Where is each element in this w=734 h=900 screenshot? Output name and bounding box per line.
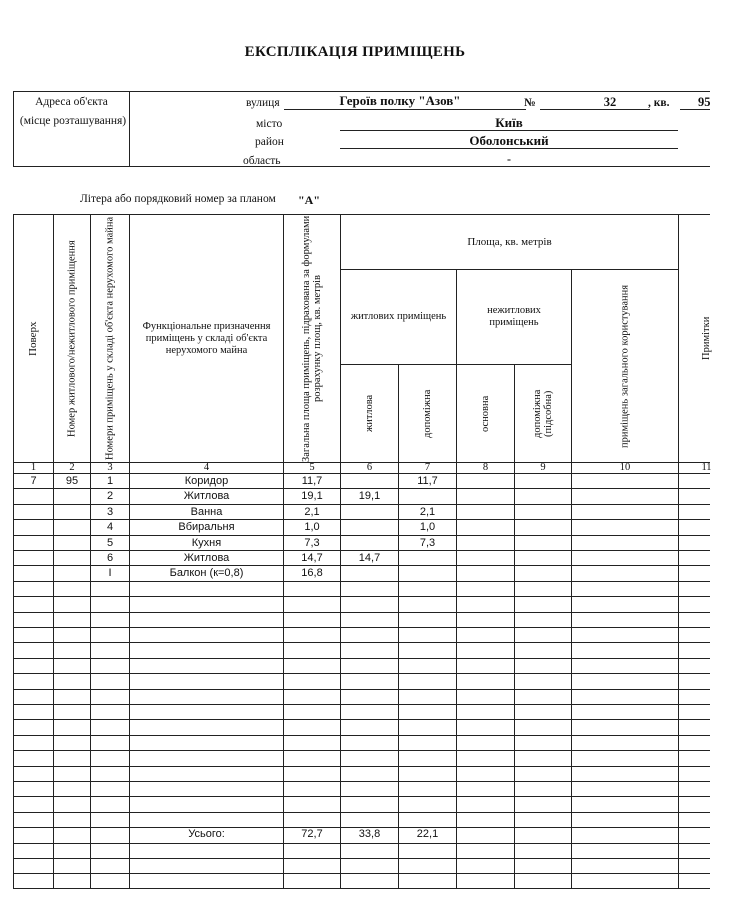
header-nonresidential: нежитлових приміщень <box>487 305 541 328</box>
col-number: 2 <box>69 462 75 473</box>
header-floor: Поверх <box>27 321 39 356</box>
row-divider <box>13 735 710 736</box>
row-divider <box>13 766 710 767</box>
header-residential: житлових приміщень <box>350 311 447 322</box>
row-divider <box>13 581 710 582</box>
row-divider <box>13 796 710 797</box>
cell-total: 2,1 <box>304 506 320 518</box>
totals-total-area: 72,7 <box>301 828 323 840</box>
letter-value: "А" <box>298 193 320 207</box>
cell-floor <box>14 536 53 551</box>
cell-unit <box>54 489 90 504</box>
cell-room: 6 <box>106 552 114 564</box>
street-label: вулиця <box>246 97 280 109</box>
cell-total: 11,7 <box>301 475 323 487</box>
cell-unit <box>54 505 90 520</box>
cell-total: 14,7 <box>301 552 323 564</box>
cell-room: 4 <box>106 521 114 533</box>
cell-total: 1,0 <box>304 521 320 533</box>
cell-floor <box>14 505 53 520</box>
row-divider <box>13 658 710 659</box>
cell-living <box>341 520 398 535</box>
cell-living <box>341 536 398 551</box>
cell-living <box>341 566 398 581</box>
header-area-group: Площа, кв. метрів <box>467 236 552 248</box>
row-divider <box>13 627 710 628</box>
row-divider <box>13 812 710 813</box>
number-label: № <box>524 97 536 109</box>
cell-aux: 11,7 <box>417 475 438 487</box>
row-divider <box>13 858 710 859</box>
cell-floor <box>14 489 53 504</box>
region-label: область <box>243 155 281 167</box>
address-label-sub: (місце розташування) <box>19 115 127 127</box>
letter-label: Літера або порядковий номер за планом <box>80 193 276 205</box>
cell-floor <box>14 551 53 566</box>
cell-function: Кухня <box>191 537 222 549</box>
col-number: 1 <box>30 462 37 473</box>
totals-aux-area: 22,1 <box>416 828 439 840</box>
row-divider <box>13 843 710 844</box>
cell-aux: 2,1 <box>419 506 436 518</box>
row-divider <box>13 719 710 720</box>
col-number: 11 <box>701 462 712 473</box>
row-divider <box>13 873 710 874</box>
cell-unit <box>54 566 90 581</box>
cell-total: 16,8 <box>301 567 323 579</box>
col-number: 5 <box>309 462 315 473</box>
cell-living <box>341 474 398 489</box>
cell-floor <box>14 566 53 581</box>
cell-room: 2 <box>106 490 114 502</box>
street-value: Героїв полку "Азов" <box>339 93 461 108</box>
header-notes: Примітки <box>701 316 712 361</box>
cell-function: Житлова <box>183 490 230 502</box>
row-divider <box>13 704 710 705</box>
col-number: 7 <box>424 462 431 473</box>
cell-unit <box>54 551 90 566</box>
document-title: ЕКСПЛІКАЦІЯ ПРИМІЩЕНЬ <box>244 44 466 60</box>
cell-function: Коридор <box>184 475 229 487</box>
cell-room: I <box>108 567 112 579</box>
city-label: місто <box>256 118 283 130</box>
cell-aux <box>399 566 456 581</box>
cell-floor <box>14 520 53 535</box>
cell-living: 14,7 <box>358 552 381 564</box>
address-label: Адреса об'єкта <box>35 96 108 108</box>
col-number: 10 <box>619 462 631 473</box>
cell-unit <box>54 536 90 551</box>
totals-living-area: 33,8 <box>358 828 381 840</box>
header-main: основна <box>480 395 491 432</box>
header-common-use: приміщень загального користування <box>619 284 631 448</box>
cell-aux <box>399 551 456 566</box>
cell-total: 19,1 <box>301 490 323 502</box>
building-number: 32 <box>603 95 617 109</box>
header-auxiliary: допоміжна <box>422 389 433 438</box>
col-number: 3 <box>107 462 113 473</box>
cell-aux: 1,0 <box>419 521 436 533</box>
row-divider <box>13 642 710 643</box>
district-value: Оболонський <box>469 133 549 148</box>
row-divider <box>13 673 710 674</box>
city-value: Київ <box>495 115 523 130</box>
region-value: - <box>507 152 511 166</box>
cell-living: 19,1 <box>358 490 381 502</box>
cell-function: Вбиральня <box>178 521 235 533</box>
cell-aux: 7,3 <box>419 537 436 549</box>
row-divider <box>13 596 710 597</box>
totals-label: Усього: <box>188 828 225 840</box>
header-total-area: Загальна площа приміщень, підрахована за формулами розрахунку площ, кв. метрів <box>301 215 323 462</box>
cell-room: 3 <box>106 506 114 518</box>
cell-total: 7,3 <box>304 537 320 549</box>
header-living: житлова <box>364 394 375 433</box>
apartment-number: 95 <box>698 95 711 109</box>
district-label: район <box>255 136 284 148</box>
cell-function: Ванна <box>190 506 223 518</box>
cell-function: Житлова <box>183 552 230 564</box>
header-room-numbers: Номери приміщень у складі об'єкта нерухомого майна <box>104 216 116 461</box>
col-number: 8 <box>482 462 489 473</box>
cell-unit <box>54 520 90 535</box>
col-number: 6 <box>366 462 373 473</box>
cell-aux <box>399 489 456 504</box>
cell-room: 5 <box>106 537 114 549</box>
row-divider <box>13 612 710 613</box>
col-number: 4 <box>203 462 210 473</box>
row-divider <box>13 781 710 782</box>
cell-floor: 7 <box>30 475 37 487</box>
row-divider <box>13 689 710 690</box>
header-aux-basement: допоміжна (підсобна) <box>532 389 554 438</box>
cell-room: 1 <box>106 475 114 487</box>
cell-unit: 95 <box>65 475 79 487</box>
cell-function: Балкон (к=0,8) <box>169 567 244 579</box>
apartment-label: , кв. <box>648 97 670 109</box>
cell-living <box>341 505 398 520</box>
col-number: 9 <box>540 462 546 473</box>
header-unit-number: Номер житлового/нежитлового приміщення <box>66 240 78 437</box>
row-divider <box>13 750 710 751</box>
header-function: Функціональне призначення приміщень у складі об'єкта нерухомого майна <box>142 320 271 356</box>
